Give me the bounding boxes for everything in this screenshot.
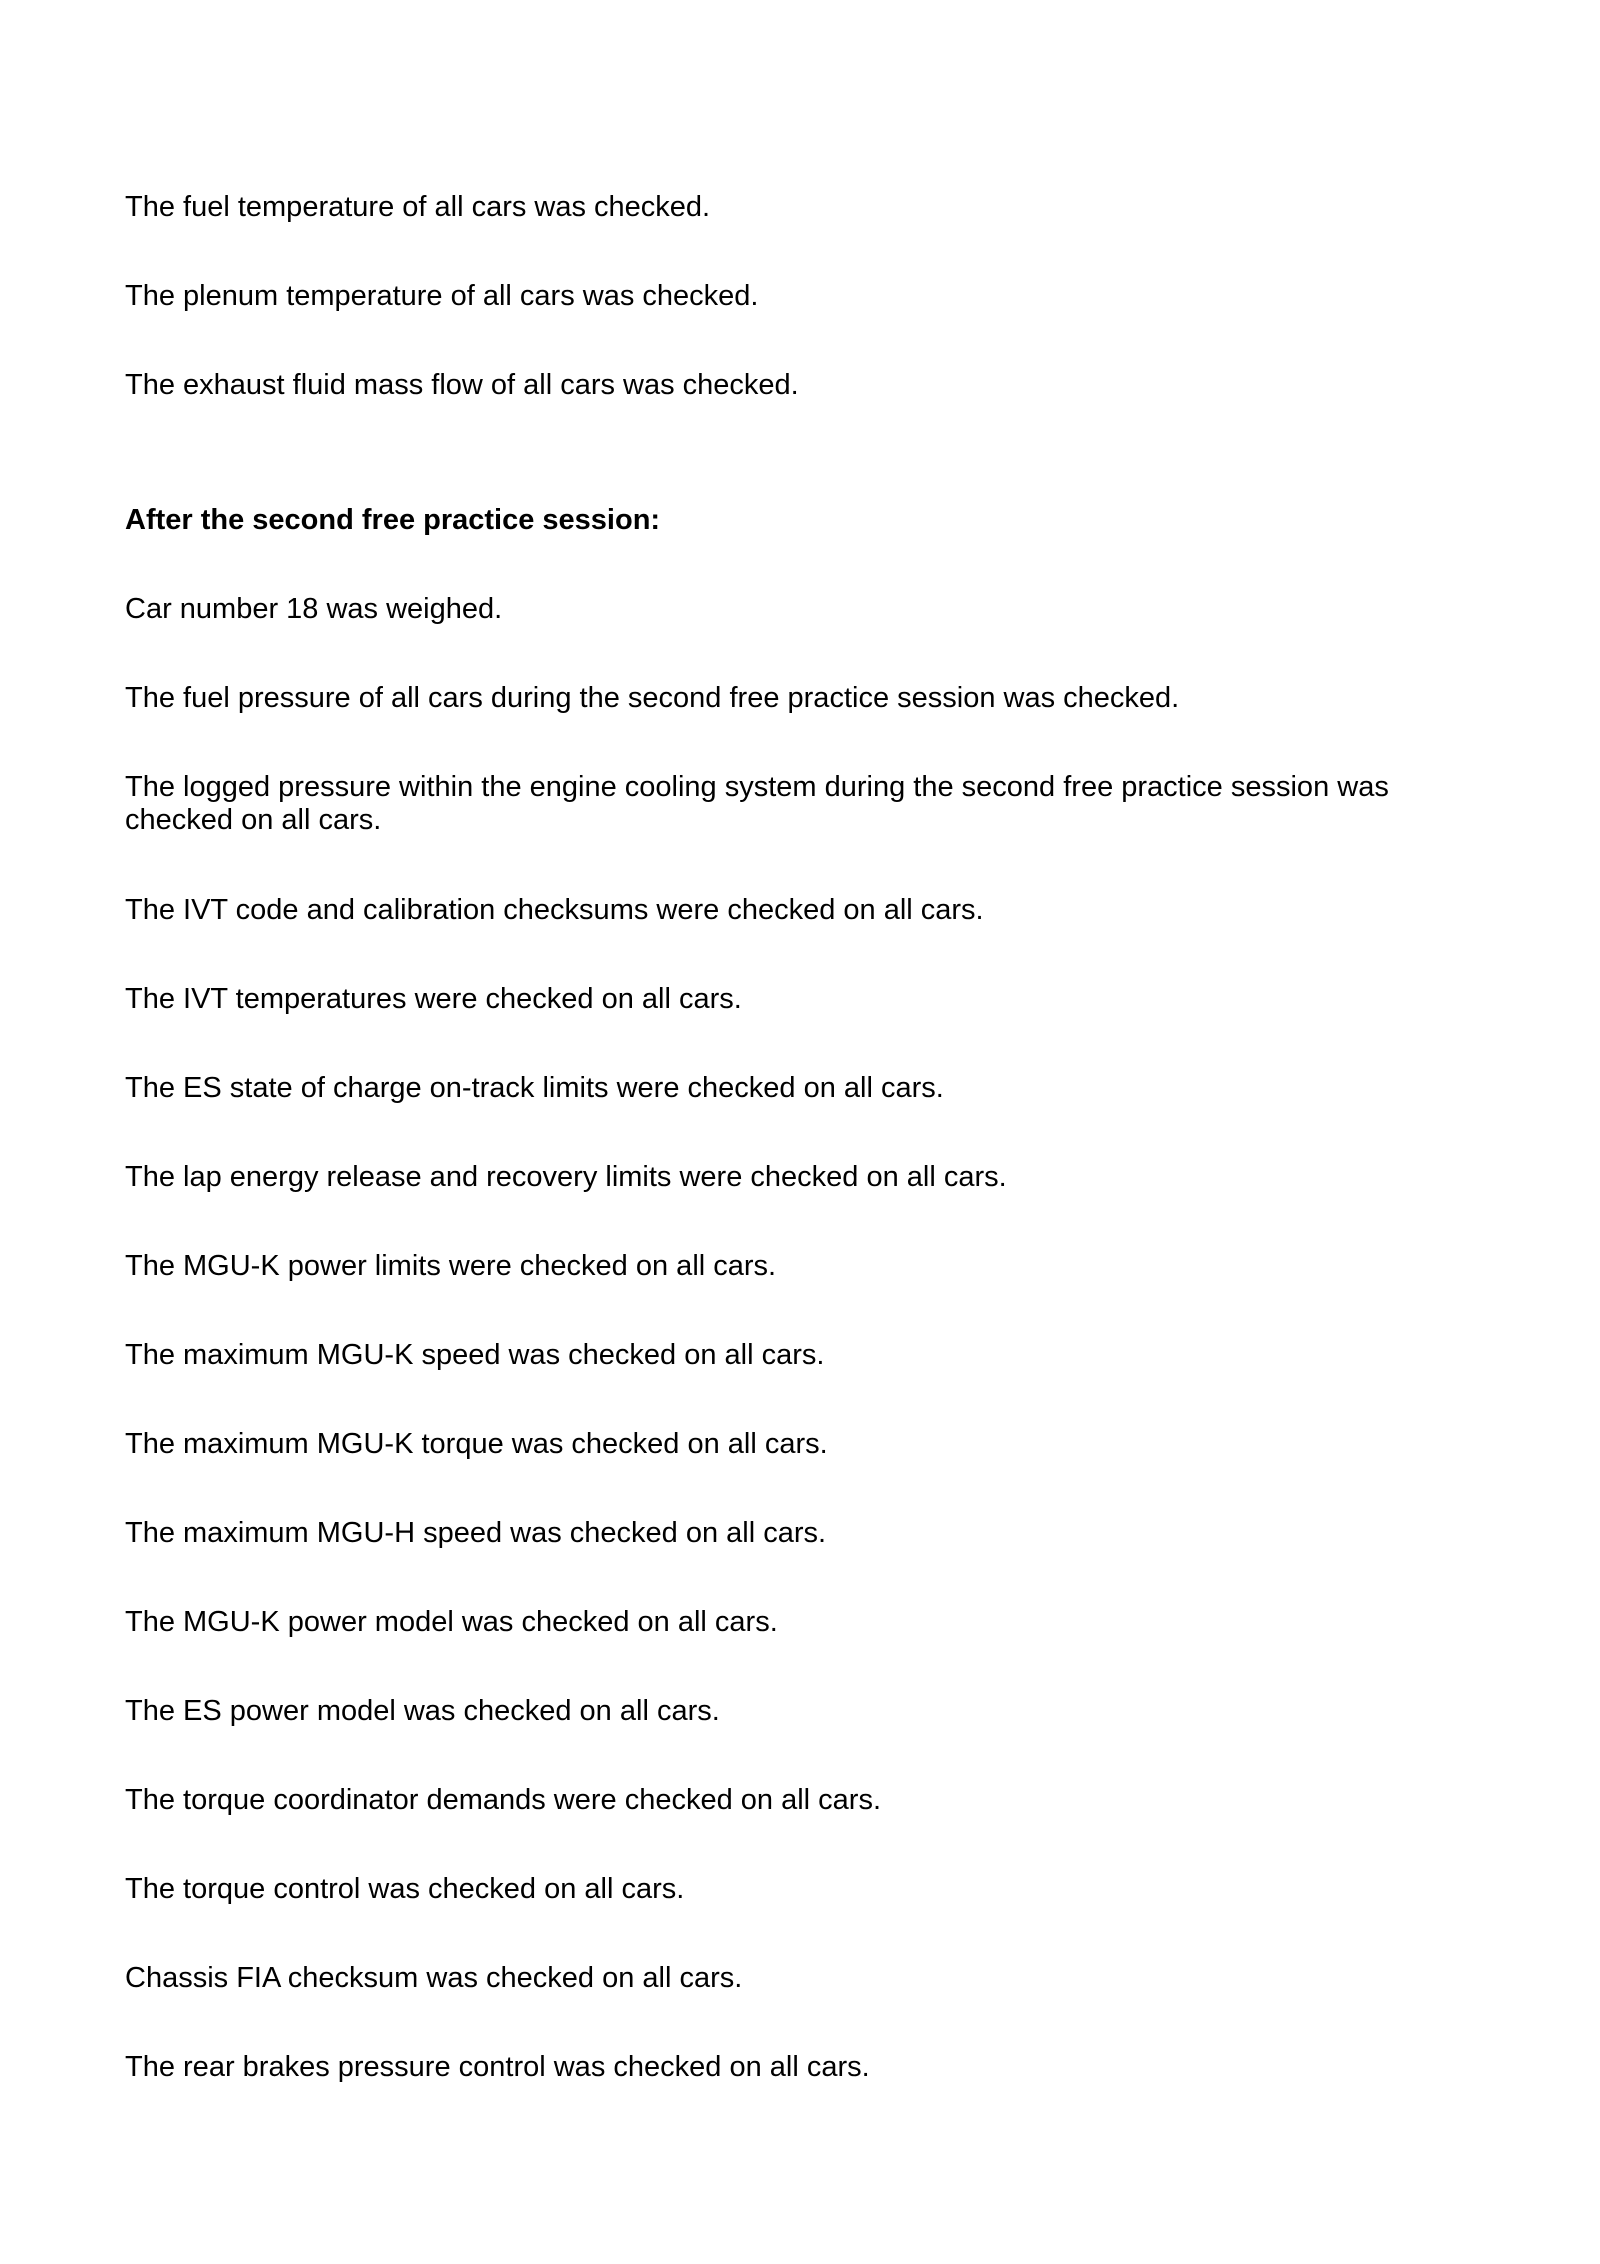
paragraph: The logged pressure within the engine cooling system during the second free practice session was checked on all cars. bbox=[125, 771, 1389, 836]
paragraph: The ES power model was checked on all cars. bbox=[125, 1695, 720, 1727]
paragraph: The IVT temperatures were checked on all cars. bbox=[125, 983, 742, 1015]
paragraph: The MGU-K power limits were checked on all cars. bbox=[125, 1250, 777, 1282]
paragraph: The lap energy release and recovery limits were checked on all cars. bbox=[125, 1161, 1007, 1193]
paragraph: Chassis FIA checksum was checked on all cars. bbox=[125, 1962, 743, 1994]
paragraph: The MGU-K power model was checked on all cars. bbox=[125, 1606, 778, 1638]
section-heading: After the second free practice session: bbox=[125, 504, 661, 536]
paragraph: The IVT code and calibration checksums were checked on all cars. bbox=[125, 894, 984, 926]
paragraph: The rear brakes pressure control was checked on all cars. bbox=[125, 2051, 870, 2083]
paragraph: The ES state of charge on-track limits were checked on all cars. bbox=[125, 1072, 944, 1104]
paragraph: The maximum MGU-H speed was checked on all cars. bbox=[125, 1517, 827, 1549]
paragraph: The plenum temperature of all cars was checked. bbox=[125, 280, 759, 312]
paragraph: The maximum MGU-K speed was checked on all cars. bbox=[125, 1339, 825, 1371]
paragraph: The exhaust fluid mass flow of all cars was checked. bbox=[125, 369, 799, 401]
paragraph: The torque coordinator demands were checked on all cars. bbox=[125, 1784, 882, 1816]
paragraph: The torque control was checked on all cars. bbox=[125, 1873, 685, 1905]
paragraph: The fuel pressure of all cars during the second free practice session was checked. bbox=[125, 682, 1180, 714]
paragraph: Car number 18 was weighed. bbox=[125, 593, 503, 625]
paragraph: The maximum MGU-K torque was checked on all cars. bbox=[125, 1428, 828, 1460]
paragraph: The fuel temperature of all cars was checked. bbox=[125, 191, 711, 223]
